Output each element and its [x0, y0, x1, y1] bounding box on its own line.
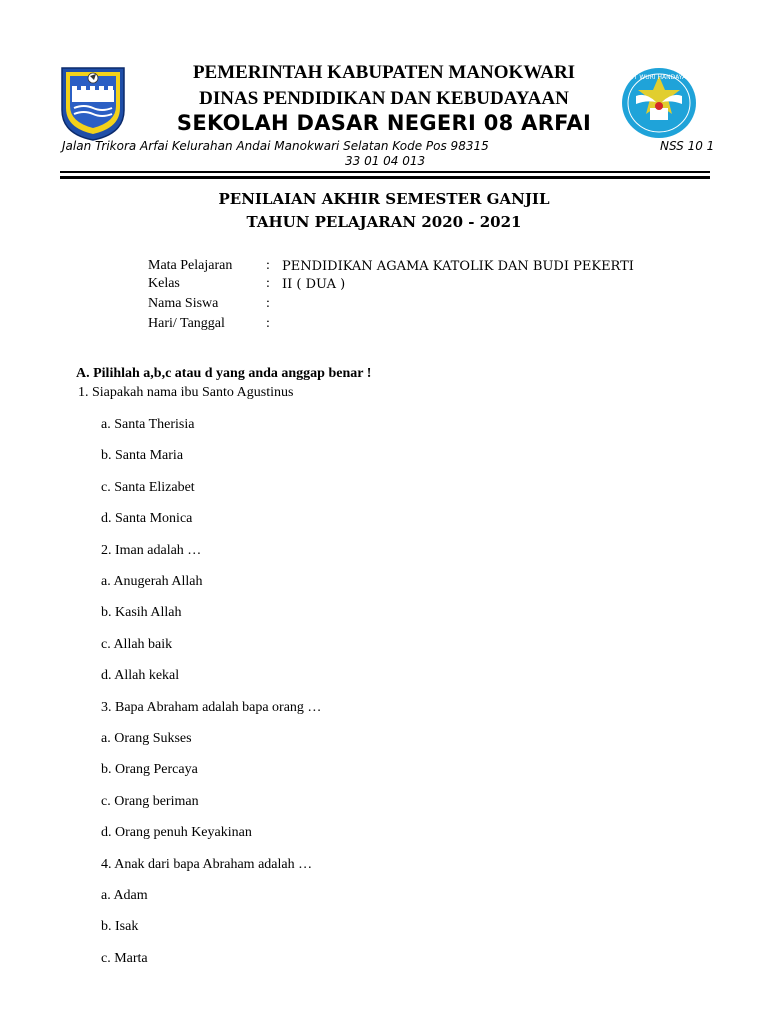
question-item: 4. Anak dari bapa Abraham adalah …: [101, 857, 313, 872]
header-address: Jalan Trikora Arfai Kelurahan Andai Manokwari Selatan Kode Pos 98315: [62, 139, 489, 153]
header-department: DINAS PENDIDIKAN DAN KEBUDAYAAN: [199, 88, 569, 109]
info-colon: :: [266, 316, 270, 331]
header-divider-thick: [60, 176, 710, 179]
answer-option: b. Isak: [101, 919, 139, 934]
logo-motto-text: TUT WURI HANDAYANI: [625, 74, 693, 81]
answer-option: b. Kasih Allah: [101, 605, 182, 620]
info-colon: :: [266, 276, 270, 291]
answer-option: d. Allah kekal: [101, 668, 180, 683]
question-1: 1. Siapakah nama ibu Santo Agustinus: [78, 385, 294, 400]
header-address-continuation: 33 01 04 013: [345, 154, 426, 168]
question-item: 3. Bapa Abraham adalah bapa orang …: [101, 700, 322, 715]
answer-option: a. Anugerah Allah: [101, 574, 203, 589]
answer-option: a. Orang Sukses: [101, 731, 192, 746]
answer-option: c. Allah baik: [101, 637, 173, 652]
info-label: Kelas: [148, 276, 180, 291]
answer-option: c. Orang beriman: [101, 794, 199, 809]
info-colon: :: [266, 258, 270, 273]
header-divider-thin: [60, 171, 710, 173]
answer-option: d. Orang penuh Keyakinan: [101, 825, 252, 840]
exam-title: PENILAIAN AKHIR SEMESTER GANJIL: [218, 190, 550, 208]
info-label: Hari/ Tanggal: [148, 316, 225, 331]
answer-option: c. Marta: [101, 951, 148, 966]
info-value: II ( DUA ): [282, 277, 346, 292]
header-nss: NSS 10 1: [660, 139, 715, 153]
info-colon: :: [266, 296, 270, 311]
academic-year: TAHUN PELAJARAN 2020 - 2021: [246, 213, 522, 231]
header-school-name: SEKOLAH DASAR NEGERI 08 ARFAI: [176, 111, 592, 135]
answer-option: b. Orang Percaya: [101, 762, 198, 777]
answer-option: b. Santa Maria: [101, 448, 184, 463]
answer-option: c. Santa Elizabet: [101, 480, 195, 495]
info-value: PENDIDIKAN AGAMA KATOLIK DAN BUDI PEKERTI: [282, 259, 634, 274]
answer-option: a. Santa Therisia: [101, 417, 195, 432]
header-government: PEMERINTAH KABUPATEN MANOKWARI: [192, 62, 576, 83]
info-label: Nama Siswa: [148, 296, 219, 311]
section-heading: A. Pilihlah a,b,c atau d yang anda anggap benar !: [76, 366, 372, 381]
answer-option: a. Adam: [101, 888, 148, 903]
info-label: Mata Pelajaran: [148, 258, 233, 273]
answer-option: d. Santa Monica: [101, 511, 193, 526]
question-item: 2. Iman adalah …: [101, 543, 202, 558]
